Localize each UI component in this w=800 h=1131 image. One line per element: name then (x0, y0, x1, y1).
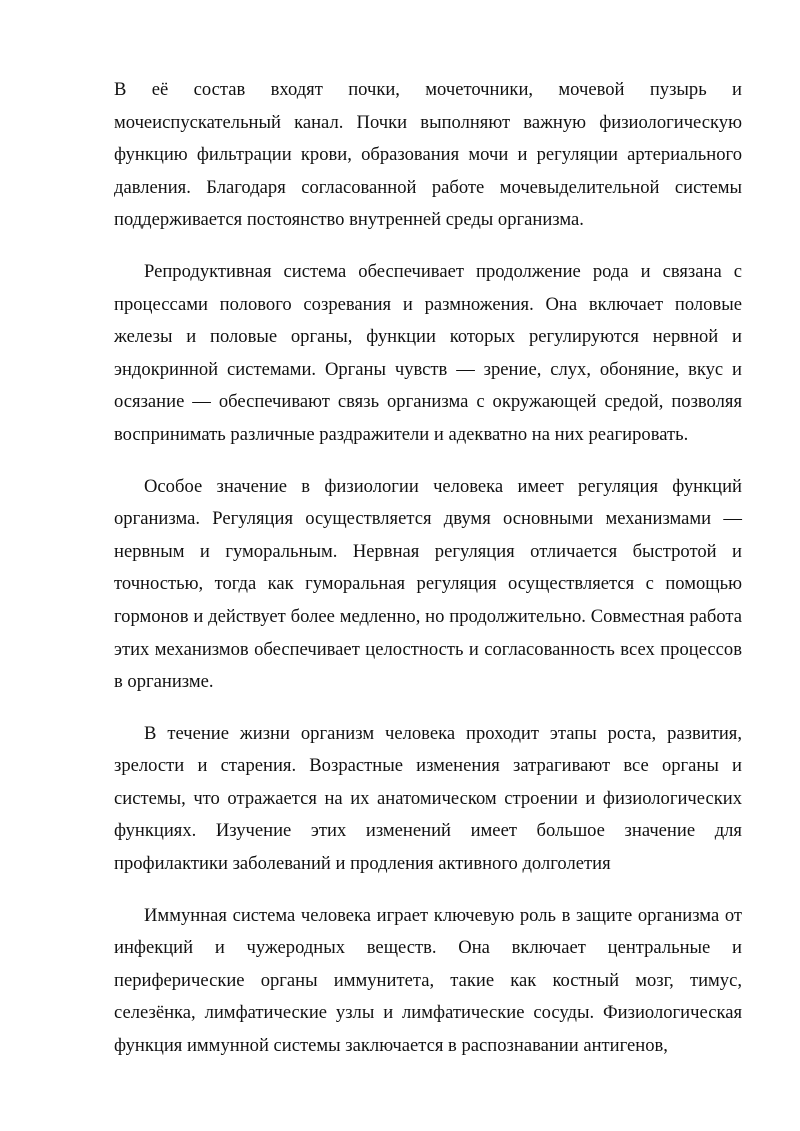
paragraph-age-changes: В течение жизни организм человека проходит этапы роста, развития, зрелости и старения. Возрастные изменения затрагивают все органы и системы, что отражается на их анатомическом строении и физиологических функциях. Изучение этих изменений имеет большое значение для профилактики заболеваний и продления активного долголетия (114, 722, 742, 875)
paragraph-urinary-system: В её состав входят почки, мочеточники, мочевой пузырь и мочеиспускательный канал. Почки выполняют важную физиологическую функцию фильтрации крови, образования мочи и регуляции артериального давления. Благодаря согласованной работе мочевыделительной системы поддерживается постоянство внутренней среды организма. (114, 79, 742, 231)
paragraph-regulation: Особое значение в физиологии человека имеет регуляция функций организма. Регуляция осуществляется двумя основными механизмами — нервным и гуморальным. Нервная регуляция отличается быстротой и точностью, тогда как гуморальная регуляция осуществляется с помощью гормонов и действует более медленно, но продолжительно. Совместная работа этих механизмов обеспечивает целостность и согласованность всех процессов в организме. (114, 475, 742, 693)
paragraph-reproductive-system: Репродуктивная система обеспечивает продолжение рода и связана с процессами полового созревания и размножения. Она включает половые железы и половые органы, функции которых регулируются нервной и эндокринной системами. Органы чувств — зрение, слух, обоняние, вкус и осязание — обеспечивают связь организма с окружающей средой, позволяя воспринимать различные раздражители и адекватно на них реагировать. (114, 260, 742, 445)
paragraph-immune-system: Иммунная система человека играет ключевую роль в защите организма от инфекций и чужеродных веществ. Она включает центральные и периферические органы иммунитета, такие как костный мозг, тимус, селезёнка, лимфатические узлы и лимфатические сосуды. Физиологическая функция иммунной системы заключается в распознавании антигенов, (114, 904, 742, 1057)
document-page (114, 74, 742, 1063)
